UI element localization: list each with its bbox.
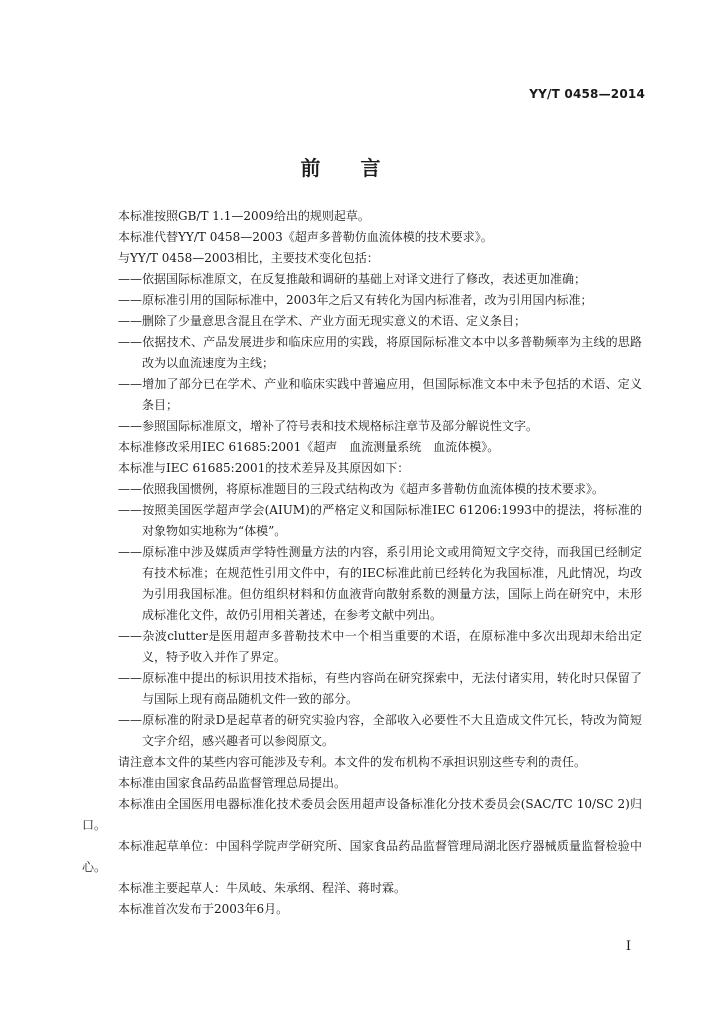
dash-item: ——依据国际标准原文，在反复推敲和调研的基础上对译文进行了修改，表述更加准确； <box>118 272 587 286</box>
paragraph: 与YY/T 0458—2003相比，主要技术变化包括： <box>118 251 379 265</box>
dash-item: ——原标准引用的国际标准中，2003年之后又有转化为国内标准者，改为引用国内标准； <box>118 293 593 307</box>
paragraph: 本标准主要起草人：牛凤岐、朱承纲、程洋、蒋时霖。 <box>118 881 407 895</box>
paragraph: 本标准代替YY/T 0458—2003《超声多普勒仿血流体模的技术要求》。 <box>118 230 493 244</box>
dash-item: ——原标准的附录D是起草者的研究实验内容，全部收入必要性不大且造成文件冗长，特改为简短文字介绍，感兴趣者可以参阅原文。 <box>118 713 642 748</box>
document-body <box>82 206 642 920</box>
paragraph: 本标准修改采用IEC 61685:2001《超声 血流测量系统 血流体模》。 <box>118 440 500 454</box>
page-number: I <box>625 939 631 954</box>
paragraph: 本标准起草单位：中国科学院声学研究所、国家食品药品监督管理局湖北医疗器械质量监督检验中心。 <box>82 839 642 874</box>
paragraph: 本标准与IEC 61685:2001的技术差异及其原因如下： <box>118 461 410 475</box>
dash-item: ——按照美国医学超声学会(AIUM)的严格定义和国际标准IEC 61206:1993中的提法，将标准的对象物如实地称为“体模”。 <box>118 503 642 538</box>
dash-item: ——参照国际标准原文，增补了符号表和技术规格标注章节及部分解说性文字。 <box>118 419 539 433</box>
dash-item: ——增加了部分已在学术、产业和临床实践中普遍应用，但国际标准文本中未予包括的术语、定义条目； <box>118 377 642 412</box>
standard-code: YY/T 0458—2014 <box>529 87 645 101</box>
paragraph: 本标准首次发布于2003年6月。 <box>118 902 289 916</box>
dash-item: ——删除了少量意思含混且在学术、产业方面无现实意义的术语、定义条目； <box>118 314 527 328</box>
dash-item: ——杂波clutter是医用超声多普勒技术中一个相当重要的术语，在原标准中多次出现却未给出定义，特予收入并作了界定。 <box>118 629 642 664</box>
paragraph: 本标准由国家食品药品监督管理总局提出。 <box>118 776 347 790</box>
dash-item: ——原标准中提出的标识用技术指标，有些内容尚在研究探索中，无法付诸实用，转化时只保留了与国际上现有商品随机文件一致的部分。 <box>118 671 642 706</box>
dash-item: ——原标准中涉及媒质声学特性测量方法的内容，系引用论文或用简短文字交待，而我国已经制定有技术标准；在规范性引用文件中，有的IEC标准此前已经转化为我国标准，凡此情况，均改为引用我国标准。但仿组织材料和仿血液背向散射系数的测量方法，国际上尚在研究中，未形成标准化文件，故仍引用相关著述，在参考文献中列出。 <box>118 545 642 622</box>
paragraph: 请注意本文件的某些内容可能涉及专利。本文件的发布机构不承担识别这些专利的责任。 <box>118 755 587 769</box>
paragraph: 本标准按照GB/T 1.1—2009给出的规则起草。 <box>118 209 370 223</box>
page-title: 前言 <box>300 156 421 180</box>
dash-item: ——依据技术、产品发展进步和临床应用的实践，将原国际标准文本中以多普勒频率为主线的思路改为以血流速度为主线； <box>118 335 642 370</box>
paragraph: 本标准由全国医用电器标准化技术委员会医用超声设备标准化分技术委员会(SAC/TC 10/SC 2)归口。 <box>82 797 642 832</box>
dash-item: ——依照我国惯例，将原标准题目的三段式结构改为《超声多普勒仿血流体模的技术要求》。 <box>118 482 605 496</box>
